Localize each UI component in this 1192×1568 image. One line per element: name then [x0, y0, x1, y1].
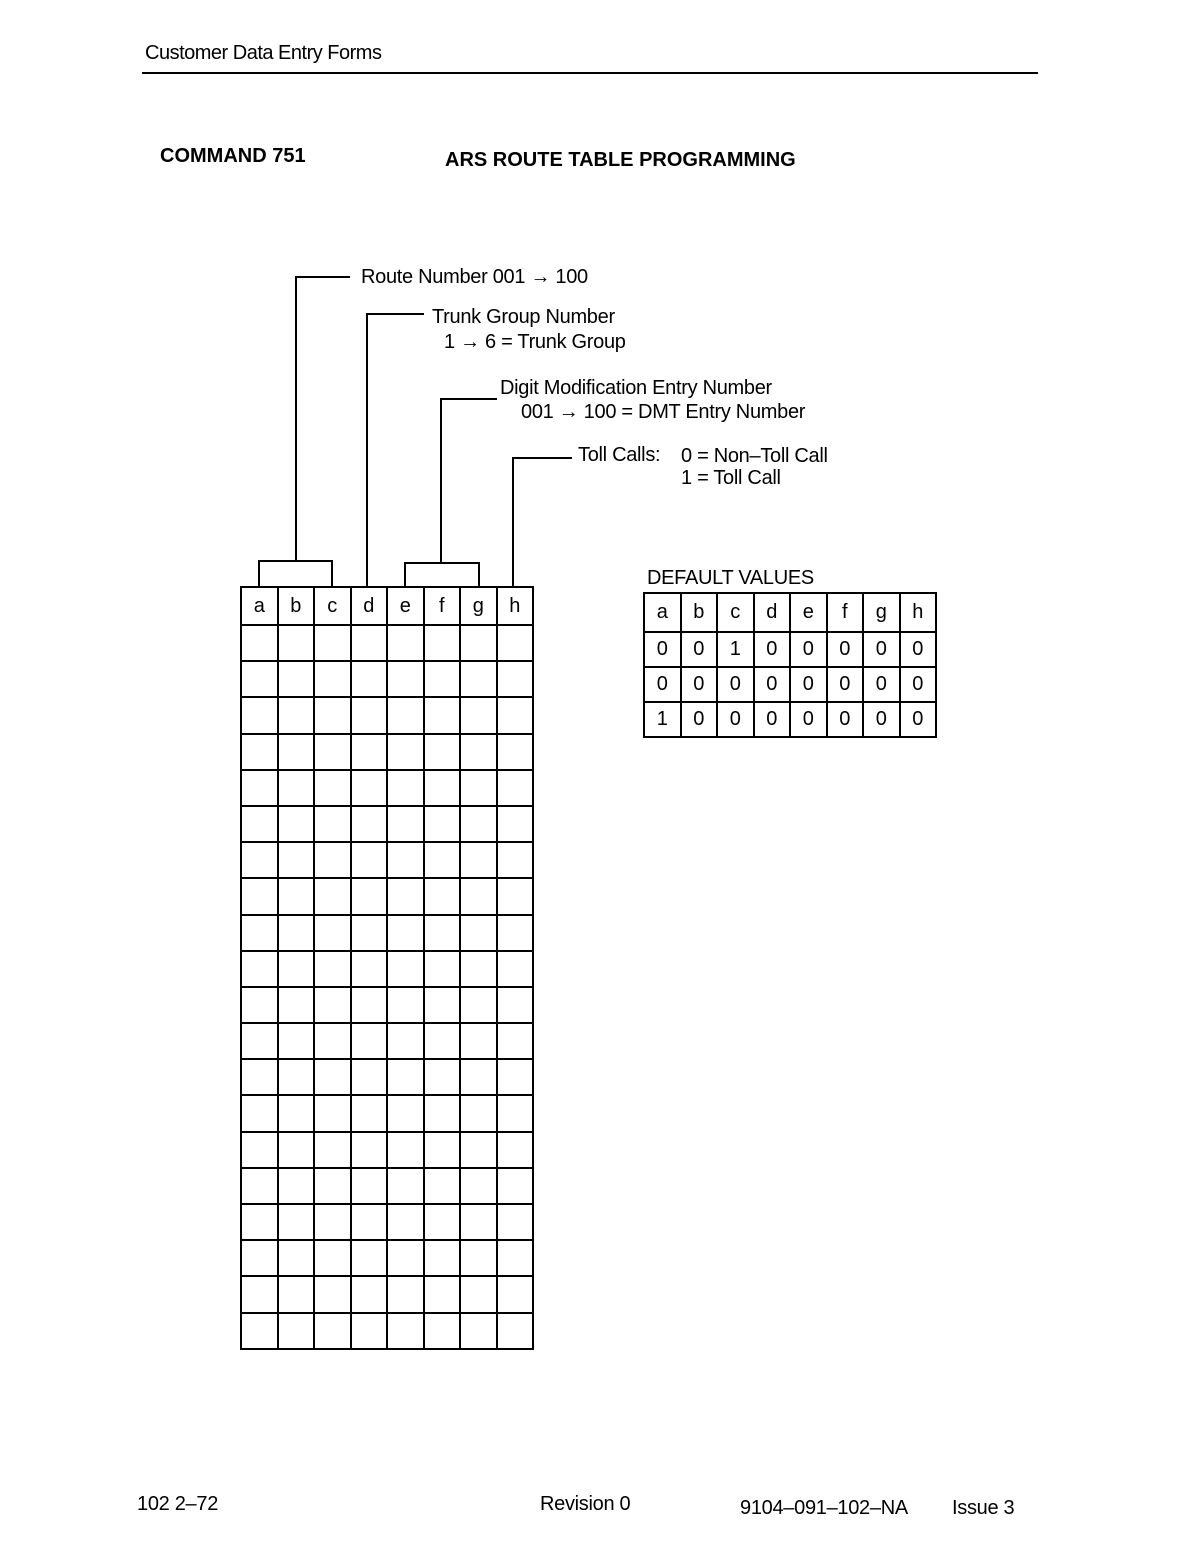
defaults-column-header: a: [644, 593, 681, 632]
digit-mod-label: Digit Modification Entry Number: [500, 377, 772, 399]
entry-cell[interactable]: [241, 806, 278, 842]
entry-cell[interactable]: [424, 1059, 461, 1095]
entry-cell[interactable]: [351, 987, 388, 1023]
entry-cell[interactable]: [351, 1240, 388, 1276]
entry-cell[interactable]: [278, 1023, 315, 1059]
entry-cell[interactable]: [387, 1240, 424, 1276]
trunk-group-values: 1 → 6 = Trunk Group: [444, 331, 626, 353]
toll-calls-label: Toll Calls:: [578, 444, 661, 466]
entry-cell[interactable]: [460, 1059, 497, 1095]
default-value-cell: 0: [863, 632, 900, 667]
entry-cell[interactable]: [424, 625, 461, 661]
entry-cell[interactable]: [241, 1095, 278, 1131]
default-value-cell: 0: [863, 667, 900, 702]
grid-column-header: h: [497, 587, 534, 625]
entry-cell[interactable]: [278, 1095, 315, 1131]
page-header-title: Customer Data Entry Forms: [145, 42, 382, 64]
entry-cell[interactable]: [241, 1240, 278, 1276]
entry-cell[interactable]: [387, 1095, 424, 1131]
entry-cell[interactable]: [460, 1240, 497, 1276]
entry-cell[interactable]: [387, 697, 424, 733]
entry-cell[interactable]: [241, 915, 278, 951]
entry-cell[interactable]: [387, 770, 424, 806]
entry-cell[interactable]: [241, 1168, 278, 1204]
entry-cell[interactable]: [424, 734, 461, 770]
entry-cell[interactable]: [460, 1276, 497, 1312]
entry-cell[interactable]: [497, 1313, 534, 1349]
table-row: [241, 915, 533, 951]
entry-cell[interactable]: [460, 1168, 497, 1204]
entry-cell[interactable]: [278, 951, 315, 987]
grid-column-header: e: [387, 587, 424, 625]
default-value-cell: 1: [644, 702, 681, 737]
entry-cell[interactable]: [497, 1132, 534, 1168]
entry-cell[interactable]: [497, 842, 534, 878]
entry-cell[interactable]: [351, 625, 388, 661]
digit-mod-values: 001 → 100 = DMT Entry Number: [521, 401, 806, 423]
entry-cell[interactable]: [241, 1132, 278, 1168]
entry-cell[interactable]: [460, 661, 497, 697]
entry-cell[interactable]: [497, 1168, 534, 1204]
entry-cell[interactable]: [351, 878, 388, 914]
entry-cell[interactable]: [497, 1059, 534, 1095]
default-value-cell: 0: [790, 632, 827, 667]
default-value-cell: 0: [681, 702, 718, 737]
entry-cell[interactable]: [241, 1023, 278, 1059]
table-row: [241, 734, 533, 770]
entry-cell[interactable]: [424, 1023, 461, 1059]
default-value-cell: 0: [754, 702, 791, 737]
entry-cell[interactable]: [387, 1059, 424, 1095]
entry-cell[interactable]: [460, 697, 497, 733]
entry-cell[interactable]: [241, 697, 278, 733]
default-value-cell: 0: [900, 702, 937, 737]
entry-cell[interactable]: [278, 806, 315, 842]
entry-cell[interactable]: [241, 1059, 278, 1095]
footer-issue: Issue 3: [952, 1497, 1015, 1519]
table-row: [241, 1240, 533, 1276]
entry-cell[interactable]: [424, 1276, 461, 1312]
entry-cell[interactable]: [314, 734, 351, 770]
default-value-cell: 0: [681, 632, 718, 667]
default-values-title: DEFAULT VALUES: [647, 567, 814, 589]
defaults-column-header: e: [790, 593, 827, 632]
entry-cell[interactable]: [460, 987, 497, 1023]
entry-cell[interactable]: [387, 734, 424, 770]
entry-cell[interactable]: [351, 1023, 388, 1059]
entry-cell[interactable]: [424, 1204, 461, 1240]
default-value-cell: 0: [754, 632, 791, 667]
entry-cell[interactable]: [424, 1132, 461, 1168]
trunk-group-label: Trunk Group Number: [432, 306, 615, 328]
grid-column-header: b: [278, 587, 315, 625]
entry-cell[interactable]: [460, 1095, 497, 1131]
entry-cell[interactable]: [424, 770, 461, 806]
footer-page-number: 102 2–72: [137, 1493, 219, 1515]
entry-cell[interactable]: [314, 1095, 351, 1131]
entry-cell[interactable]: [424, 1240, 461, 1276]
defaults-column-header: c: [717, 593, 754, 632]
command-number: COMMAND 751: [160, 145, 306, 167]
entry-cell[interactable]: [314, 915, 351, 951]
entry-cell[interactable]: [241, 987, 278, 1023]
entry-cell[interactable]: [387, 987, 424, 1023]
entry-cell[interactable]: [278, 987, 315, 1023]
entry-cell[interactable]: [314, 661, 351, 697]
entry-cell[interactable]: [278, 842, 315, 878]
entry-cell[interactable]: [460, 1204, 497, 1240]
defaults-row: [644, 667, 936, 702]
entry-cell[interactable]: [387, 1204, 424, 1240]
entry-cell[interactable]: [351, 661, 388, 697]
entry-cell[interactable]: [314, 878, 351, 914]
table-row: [241, 1095, 533, 1131]
entry-cell[interactable]: [460, 878, 497, 914]
entry-cell[interactable]: [497, 951, 534, 987]
default-value-cell: 0: [827, 702, 864, 737]
default-value-cell: 0: [790, 667, 827, 702]
entry-cell[interactable]: [314, 987, 351, 1023]
entry-cell[interactable]: [241, 1276, 278, 1312]
entry-cell[interactable]: [278, 661, 315, 697]
entry-cell[interactable]: [278, 1240, 315, 1276]
entry-cell[interactable]: [460, 734, 497, 770]
entry-cell[interactable]: [497, 697, 534, 733]
entry-cell[interactable]: [314, 1023, 351, 1059]
entry-cell[interactable]: [387, 1276, 424, 1312]
entry-cell[interactable]: [351, 951, 388, 987]
toll-value-0: 0 = Non–Toll Call: [681, 445, 828, 467]
entry-cell[interactable]: [278, 1059, 315, 1095]
entry-cell[interactable]: [460, 625, 497, 661]
table-row: [241, 987, 533, 1023]
command-title: ARS ROUTE TABLE PROGRAMMING: [445, 149, 796, 171]
entry-cell[interactable]: [278, 1204, 315, 1240]
entry-cell[interactable]: [241, 661, 278, 697]
entry-cell[interactable]: [314, 1313, 351, 1349]
defaults-row: [644, 632, 936, 667]
default-value-cell: 0: [644, 667, 681, 702]
entry-cell[interactable]: [387, 1132, 424, 1168]
entry-cell[interactable]: [351, 915, 388, 951]
entry-cell[interactable]: [497, 661, 534, 697]
entry-cell[interactable]: [278, 734, 315, 770]
entry-cell[interactable]: [351, 1095, 388, 1131]
entry-cell[interactable]: [460, 1313, 497, 1349]
entry-cell[interactable]: [387, 625, 424, 661]
entry-cell[interactable]: [241, 951, 278, 987]
entry-cell[interactable]: [314, 1204, 351, 1240]
entry-cell[interactable]: [278, 1168, 315, 1204]
table-row: [241, 625, 533, 661]
table-row: [241, 1276, 533, 1312]
entry-cell[interactable]: [497, 770, 534, 806]
entry-cell[interactable]: [497, 806, 534, 842]
entry-cell[interactable]: [424, 1095, 461, 1131]
entry-cell[interactable]: [497, 625, 534, 661]
entry-cell[interactable]: [314, 770, 351, 806]
entry-cell[interactable]: [278, 1313, 315, 1349]
entry-cell[interactable]: [241, 770, 278, 806]
defaults-row: [644, 702, 936, 737]
entry-cell[interactable]: [314, 625, 351, 661]
entry-cell[interactable]: [460, 1023, 497, 1059]
entry-cell[interactable]: [241, 878, 278, 914]
entry-cell[interactable]: [387, 915, 424, 951]
default-value-cell: 0: [754, 667, 791, 702]
entry-cell[interactable]: [424, 697, 461, 733]
grid-column-header: d: [351, 587, 388, 625]
entry-cell[interactable]: [460, 770, 497, 806]
entry-cell[interactable]: [460, 915, 497, 951]
entry-cell[interactable]: [278, 915, 315, 951]
footer-revision: Revision 0: [540, 1493, 631, 1515]
toll-value-1: 1 = Toll Call: [681, 467, 781, 489]
entry-cell[interactable]: [314, 806, 351, 842]
entry-cell[interactable]: [497, 734, 534, 770]
entry-cell[interactable]: [351, 734, 388, 770]
entry-cell[interactable]: [387, 1023, 424, 1059]
table-row: [241, 806, 533, 842]
grid-column-header: f: [424, 587, 461, 625]
entry-cell[interactable]: [497, 1240, 534, 1276]
entry-cell[interactable]: [351, 1204, 388, 1240]
entry-cell[interactable]: [387, 842, 424, 878]
table-row: [241, 1059, 533, 1095]
entry-cell[interactable]: [424, 1168, 461, 1204]
footer-doc-number: 9104–091–102–NA: [740, 1497, 908, 1519]
grid-header-row: [241, 587, 533, 625]
entry-cell[interactable]: [387, 951, 424, 987]
entry-cell[interactable]: [314, 697, 351, 733]
default-value-cell: 0: [900, 667, 937, 702]
defaults-column-header: f: [827, 593, 864, 632]
table-row: [241, 661, 533, 697]
entry-cell[interactable]: [424, 842, 461, 878]
defaults-header-row: [644, 593, 936, 632]
defaults-column-header: d: [754, 593, 791, 632]
grid-column-header: a: [241, 587, 278, 625]
table-row: [241, 1313, 533, 1349]
route-number-label: Route Number 001 → 100: [361, 266, 588, 288]
entry-cell[interactable]: [314, 1168, 351, 1204]
entry-cell[interactable]: [497, 1023, 534, 1059]
entry-cell[interactable]: [460, 951, 497, 987]
entry-cell[interactable]: [278, 878, 315, 914]
entry-cell[interactable]: [314, 842, 351, 878]
defaults-column-header: b: [681, 593, 718, 632]
table-row: [241, 1168, 533, 1204]
entry-cell[interactable]: [241, 1313, 278, 1349]
entry-cell[interactable]: [241, 625, 278, 661]
table-row: [241, 770, 533, 806]
entry-cell[interactable]: [314, 1240, 351, 1276]
default-value-cell: 0: [863, 702, 900, 737]
entry-cell[interactable]: [314, 951, 351, 987]
entry-cell[interactable]: [351, 1276, 388, 1312]
grid-column-header: c: [314, 587, 351, 625]
table-row: [241, 1023, 533, 1059]
entry-cell[interactable]: [314, 1059, 351, 1095]
entry-cell[interactable]: [278, 1276, 315, 1312]
entry-cell[interactable]: [497, 878, 534, 914]
entry-cell[interactable]: [424, 878, 461, 914]
entry-cell[interactable]: [424, 661, 461, 697]
entry-cell[interactable]: [351, 1132, 388, 1168]
table-row: [241, 697, 533, 733]
entry-cell[interactable]: [351, 697, 388, 733]
entry-cell[interactable]: [424, 806, 461, 842]
entry-cell[interactable]: [241, 842, 278, 878]
entry-cell[interactable]: [497, 1276, 534, 1312]
entry-cell[interactable]: [497, 1204, 534, 1240]
entry-cell[interactable]: [424, 915, 461, 951]
default-value-cell: 0: [717, 667, 754, 702]
entry-cell[interactable]: [278, 1132, 315, 1168]
entry-cell[interactable]: [278, 770, 315, 806]
table-row: [241, 842, 533, 878]
defaults-column-header: h: [900, 593, 937, 632]
entry-cell[interactable]: [314, 1276, 351, 1312]
default-value-cell: 0: [827, 632, 864, 667]
entry-cell[interactable]: [387, 1168, 424, 1204]
entry-cell[interactable]: [278, 625, 315, 661]
table-row: [241, 878, 533, 914]
default-value-cell: 0: [644, 632, 681, 667]
defaults-column-header: g: [863, 593, 900, 632]
entry-cell[interactable]: [460, 806, 497, 842]
entry-cell[interactable]: [387, 806, 424, 842]
default-value-cell: 0: [681, 667, 718, 702]
default-value-cell: 1: [717, 632, 754, 667]
entry-cell[interactable]: [424, 987, 461, 1023]
default-values-table: [643, 592, 937, 738]
entry-cell[interactable]: [351, 1168, 388, 1204]
entry-cell[interactable]: [497, 1095, 534, 1131]
default-value-cell: 0: [790, 702, 827, 737]
entry-cell[interactable]: [424, 951, 461, 987]
entry-cell[interactable]: [241, 734, 278, 770]
entry-cell[interactable]: [497, 987, 534, 1023]
entry-cell[interactable]: [351, 1313, 388, 1349]
table-row: [241, 1132, 533, 1168]
grid-column-header: g: [460, 587, 497, 625]
default-value-cell: 0: [717, 702, 754, 737]
entry-cell[interactable]: [351, 842, 388, 878]
entry-cell[interactable]: [387, 661, 424, 697]
table-row: [241, 951, 533, 987]
entry-cell[interactable]: [387, 1313, 424, 1349]
entry-cell[interactable]: [387, 878, 424, 914]
route-entry-grid: [240, 586, 534, 1350]
entry-cell[interactable]: [351, 1059, 388, 1095]
entry-cell[interactable]: [351, 770, 388, 806]
entry-cell[interactable]: [460, 1132, 497, 1168]
entry-cell[interactable]: [497, 915, 534, 951]
default-value-cell: 0: [827, 667, 864, 702]
entry-cell[interactable]: [424, 1313, 461, 1349]
default-value-cell: 0: [900, 632, 937, 667]
entry-cell[interactable]: [241, 1204, 278, 1240]
header-divider: [142, 72, 1038, 74]
entry-cell[interactable]: [314, 1132, 351, 1168]
table-row: [241, 1204, 533, 1240]
entry-cell[interactable]: [278, 697, 315, 733]
entry-cell[interactable]: [351, 806, 388, 842]
entry-cell[interactable]: [460, 842, 497, 878]
